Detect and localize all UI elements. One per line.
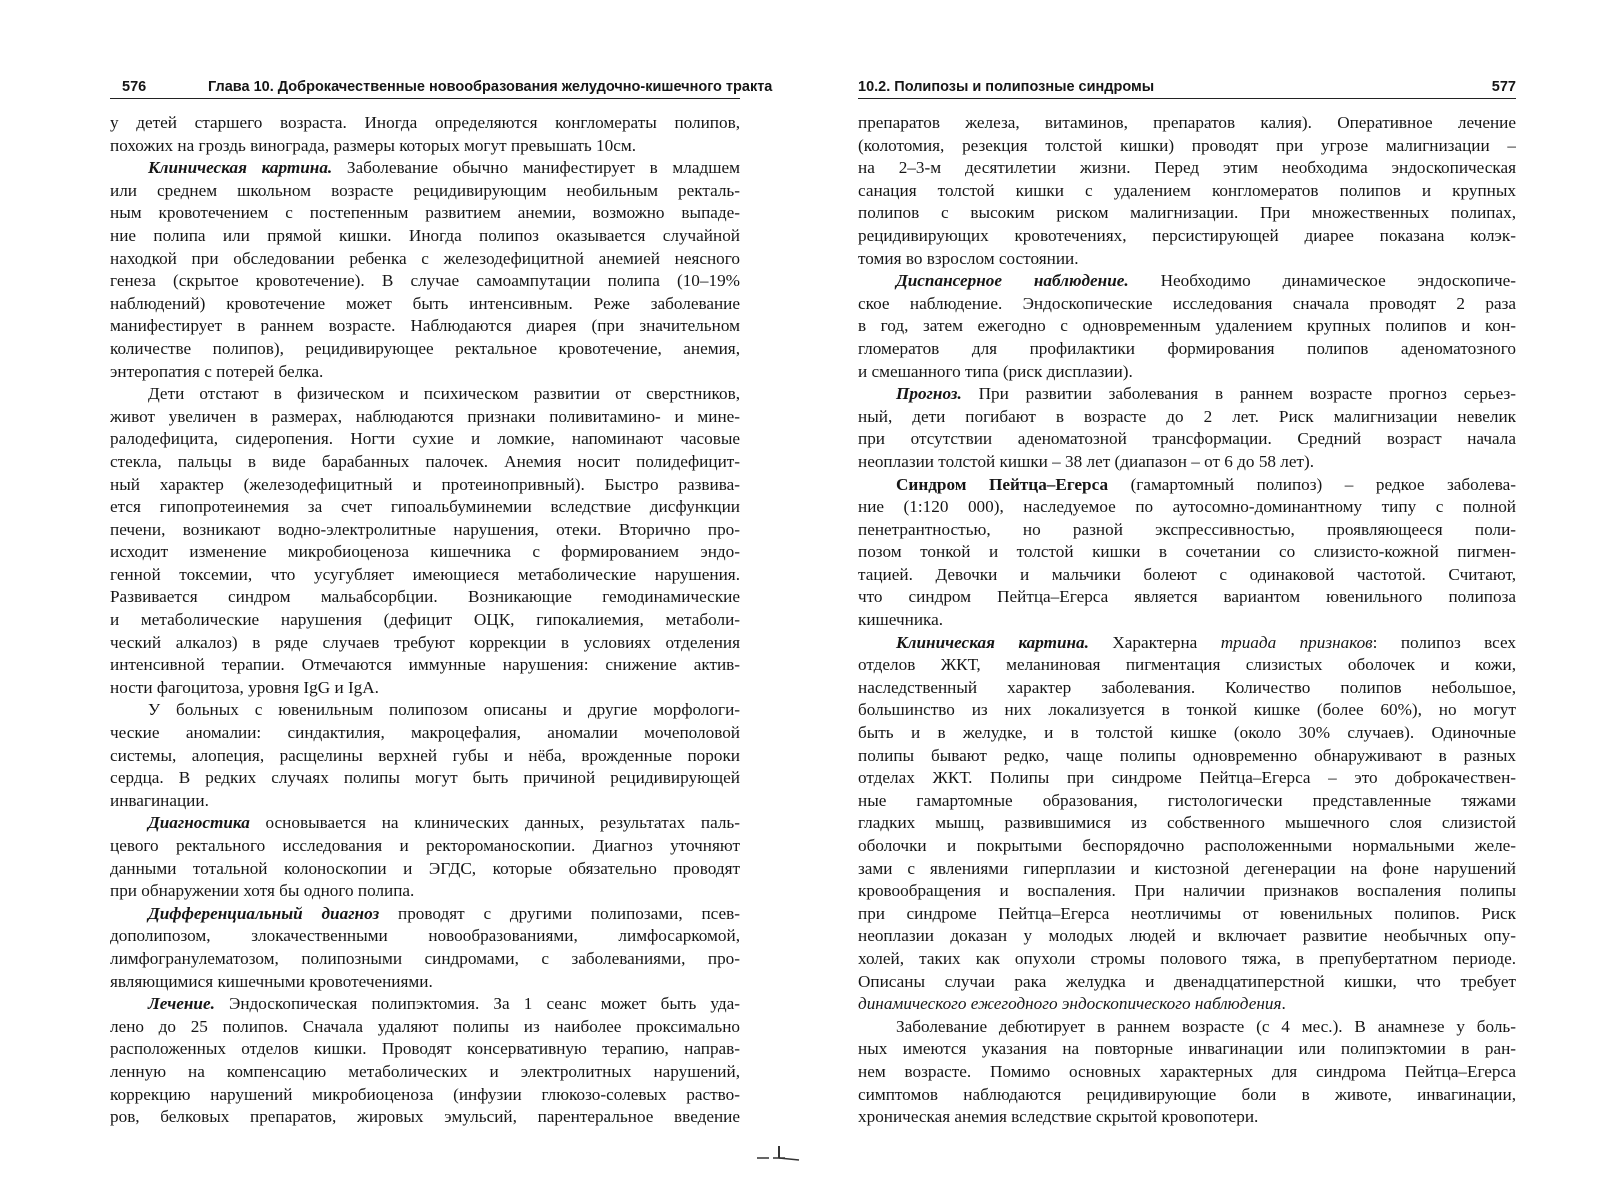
text-line <box>858 361 1516 384</box>
line-text: данными тотальной колоноскопии и ЭГДС, которые обязательно проводят <box>110 858 740 878</box>
text-line <box>858 248 1516 271</box>
text-line <box>110 270 740 293</box>
line-text: ралодефицита, сидеропения. Ногти сухие и ломкие, напоминают часовые <box>110 429 740 449</box>
line-text: При развитии заболевания в раннем возрасте прогноз серьез- <box>961 384 1516 404</box>
line-text: ческие аномалии: синдактилия, макроцефалия, аномалии мочеполовой <box>110 723 740 743</box>
line-text: похожих на гроздь винограда, размеры которых могут превышать 10см. <box>110 135 637 155</box>
line-text: наблюдений) кровотечение может быть интенсивным. Реже заболевание <box>110 293 740 313</box>
run-in-heading: Дифференциальный диагноз <box>148 903 380 923</box>
text-line <box>858 1016 1516 1039</box>
text-line <box>858 586 1516 609</box>
line-text: Необходимо динамическое эндоскопиче- <box>1128 271 1516 291</box>
line-text: Описаны случаи рака желудка и двенадцатиперстной кишки, что требует <box>858 971 1516 991</box>
line-text: ные гамартомные образования, гистологически представленные тяжами <box>858 790 1516 810</box>
text-line <box>858 496 1516 519</box>
text-line <box>858 338 1516 361</box>
text-line <box>858 609 1516 632</box>
text-line <box>858 474 1516 497</box>
line-text: сердца. В редких случаях полипы могут быть причиной рецидивирующей <box>110 768 740 788</box>
run-in-heading: Прогноз. <box>896 384 962 404</box>
line-text: наследственный характер заболевания. Количество полипов небольшое, <box>858 677 1516 697</box>
line-text: гломератов для профилактики формирования полипов аденоматозного <box>858 338 1516 358</box>
text-line <box>858 654 1516 677</box>
line-text: кровообращения и воспаления. При наличии признаков воспаления полипы <box>858 881 1516 901</box>
text-line <box>110 202 740 225</box>
line-text: хроническая анемия вследствие скрытой кровопотери. <box>858 1107 1259 1127</box>
line-text: полипов с высоким риском малигнизации. При множественных полипах, <box>858 203 1516 223</box>
emphasis-text: триада признаков <box>1220 632 1373 652</box>
line-text: ным кровотечением с постепенным развитием анемии, возможно выпаде- <box>110 203 740 223</box>
text-line <box>110 293 740 316</box>
text-line <box>110 722 740 745</box>
text-line <box>858 270 1516 293</box>
text-line <box>110 338 740 361</box>
gutter-scan-artifact <box>755 1142 805 1162</box>
line-text: генеза (скрытое кровотечение). В случае самоампутации полипа (10–19% <box>110 271 740 291</box>
line-text: лимфогранулематозом, полипозными синдромами, с заболеваниями, про- <box>110 948 740 968</box>
line-text: зами с явлениями гиперплазии и кистозной дегенерации на фоне нарушений <box>858 858 1516 878</box>
text-line <box>858 1038 1516 1061</box>
text-line <box>858 428 1516 451</box>
text-line <box>110 248 740 271</box>
text-line <box>110 835 740 858</box>
text-line <box>110 609 740 632</box>
text-line <box>858 315 1516 338</box>
text-line <box>110 880 740 903</box>
text-line <box>110 315 740 338</box>
text-line <box>110 451 740 474</box>
text-line <box>110 654 740 677</box>
text-line <box>110 948 740 971</box>
line-text: (гамартомный полипоз) – редкое заболева- <box>1108 474 1516 494</box>
line-text: расположенных отделов кишки. Проводят консервативную терапию, направ- <box>110 1039 740 1059</box>
line-text: позом тонкой и толстой кишки в сочетании со слизисто-кожной пигмен- <box>858 542 1516 562</box>
text-line <box>110 586 740 609</box>
text-line <box>110 361 740 384</box>
text-line <box>858 812 1516 835</box>
line-text: Заболевание обычно манифестирует в младшем <box>332 158 740 178</box>
text-line <box>110 790 740 813</box>
line-text: в год, затем ежегодно с одновременным удалением крупных полипов и кон- <box>858 316 1516 336</box>
run-in-heading: Клиническая картина. <box>896 632 1089 652</box>
text-line <box>858 790 1516 813</box>
text-line <box>858 1061 1516 1084</box>
line-text: большинство из них локализуется в тонкой кишке (более 60%), но могут <box>858 700 1516 720</box>
line-text: ный характер (железодефицитный и протеинопривный). Быстро развива- <box>110 474 740 494</box>
text-line <box>110 1038 740 1061</box>
line-text: Эндоскопическая полипэктомия. За 1 сеанс может быть уда- <box>214 994 740 1014</box>
line-text: санация толстой кишки с удалением конгломератов полипов и крупных <box>858 180 1516 200</box>
line-text: Заболевание дебютирует в раннем возрасте (с 4 мес.). В анамнезе у боль- <box>896 1016 1516 1036</box>
run-in-heading: Клиническая картина. <box>148 158 333 178</box>
text-line <box>858 1084 1516 1107</box>
line-text: неоплазии доказан у молодых людей и включает развитие необычных опу- <box>858 926 1516 946</box>
line-text: коррекцию нарушений микробиоценоза (инфузии глюкозо-солевых раство- <box>110 1084 740 1104</box>
line-text: пенетрантностью, но разной экспрессивностью, проявляющееся поли- <box>858 519 1516 539</box>
line-text: ности фагоцитоза, уровня IgG и IgA. <box>110 677 379 697</box>
line-text: у детей старшего возраста. Иногда определяются конгломераты полипов, <box>110 113 740 132</box>
text-line <box>858 541 1516 564</box>
text-line <box>110 135 740 158</box>
text-line <box>858 1106 1516 1129</box>
run-in-heading: Лечение. <box>148 994 215 1014</box>
text-line <box>858 971 1516 994</box>
text-line <box>110 383 740 406</box>
left-running-head <box>110 78 773 99</box>
text-line <box>110 1106 740 1129</box>
text-line <box>858 564 1516 587</box>
line-text: симптомов наблюдаются рецидивирующие боли в животе, инвагинации, <box>858 1084 1516 1104</box>
text-line <box>110 925 740 948</box>
text-line <box>110 1016 740 1039</box>
text-line <box>110 519 740 542</box>
line-text: находкой при обследовании ребенка с железодефицитной анемией неясного <box>110 248 740 268</box>
line-text: Дети отстают в физическом и психическом развитии от сверстников, <box>148 384 740 404</box>
text-line <box>110 225 740 248</box>
text-line <box>110 858 740 881</box>
text-line <box>858 112 1516 135</box>
line-text: при отсутствии аденоматозной трансформации. Средний возраст начала <box>858 429 1516 449</box>
line-text: отделах ЖКТ. Полипы при синдроме Пейтца–Егерса – это доброкачествен- <box>858 768 1516 788</box>
text-line <box>858 993 1516 1016</box>
text-line <box>858 157 1516 180</box>
text-line <box>110 1061 740 1084</box>
text-line <box>858 677 1516 700</box>
right-running-head <box>858 78 1516 99</box>
run-in-heading: Синдром Пейтца–Егерса <box>896 474 1109 494</box>
text-line <box>110 1084 740 1107</box>
text-line <box>110 157 740 180</box>
line-text: гладких мышц, развившимися из собственного мышечного слоя слизистой <box>858 813 1516 833</box>
text-line <box>110 812 740 835</box>
line-text: ров, белковых препаратов, жировых эмульсий, парентеральное введение <box>110 1107 740 1127</box>
line-text: при синдроме Пейтца–Егерса неотличимы от ювенильных полипов. Риск <box>858 903 1516 923</box>
text-line <box>858 699 1516 722</box>
run-in-heading: Диспансерное наблюдение. <box>896 271 1129 291</box>
text-line <box>858 835 1516 858</box>
line-text: полипы бывают редко, чаще полипы одновременно обнаруживают в разных <box>858 745 1516 765</box>
line-text: при обнаружении хотя бы одного полипа. <box>110 881 415 901</box>
line-text: печени, возникают водно-электролитные нарушения, отеки. Вторично про- <box>110 519 740 539</box>
line-text: : полипоз всех <box>1372 632 1516 652</box>
text-line <box>110 112 740 135</box>
text-line <box>110 406 740 429</box>
line-text: и смешанного типа (риск дисплазии). <box>858 361 1133 381</box>
text-line <box>110 564 740 587</box>
text-line <box>110 903 740 926</box>
line-text: что синдром Пейтца–Егерса является вариантом ювенильного полипоза <box>858 587 1516 607</box>
line-text: (колотомия, резекция толстой кишки) проводят при угрозе малигнизации – <box>858 135 1516 155</box>
line-text: неоплазии толстой кишки – 38 лет (диапазон – от 6 до 58 лет). <box>858 451 1315 471</box>
line-text: быть и в желудке, и в толстой кишке (около 30% случаев). Одиночные <box>858 723 1516 743</box>
left-page-text <box>110 112 740 1129</box>
text-line <box>110 474 740 497</box>
line-text: на 2–3-м десятилетии жизни. Перед этим необходима эндоскопическая <box>858 158 1516 178</box>
text-line <box>110 745 740 768</box>
text-line <box>858 858 1516 881</box>
line-text: отделов ЖКТ, меланиновая пигментация слизистых оболочек и кожи, <box>858 655 1516 675</box>
text-line <box>858 180 1516 203</box>
text-line <box>110 428 740 451</box>
text-line <box>858 925 1516 948</box>
line-text: или среднем школьном возрасте рецидивирующим необильным ректаль- <box>110 180 740 200</box>
line-text: ленную на компенсацию метаболических и электролитных нарушений, <box>110 1061 740 1081</box>
line-text: ческий алкалоз) в ряде случаев требуют коррекции в условиях отделения <box>110 632 740 652</box>
line-text: являющимися кишечными кровотечениями. <box>110 971 433 991</box>
run-in-heading: Диагностика <box>148 813 250 833</box>
line-text: ское наблюдение. Эндоскопические исследования сначала проводят 2 раза <box>858 293 1516 313</box>
line-text: ется гипопротеинемия за счет гипоальбуминемии вследствие дисфункции <box>110 497 740 517</box>
text-line <box>858 383 1516 406</box>
text-line <box>110 496 740 519</box>
text-line <box>110 971 740 994</box>
line-text: и метаболические нарушения (дефицит ОЦК, гипокалиемия, метаболи- <box>110 610 740 630</box>
line-text: . <box>1281 994 1286 1014</box>
line-text: ние полипа или прямой кишки. Иногда полипоз оказывается случайной <box>110 225 740 245</box>
text-line <box>858 903 1516 926</box>
text-line <box>110 699 740 722</box>
text-line <box>110 677 740 700</box>
text-line <box>858 722 1516 745</box>
chapter-title: Глава 10. Доброкачественные новообразования желудочно-кишечного тракта <box>208 79 773 95</box>
text-line <box>858 880 1516 903</box>
line-text: холей, таких как опухоли стромы полового тяжа, в препубертатном периоде. <box>858 948 1516 968</box>
line-text: генной токсемии, что усугубляет имеющиеся метаболические нарушения. <box>110 564 740 584</box>
text-line <box>110 993 740 1016</box>
line-text: основывается на клинических данных, результатах паль- <box>249 813 740 833</box>
line-text: исходит изменение микробиоценоза кишечника с формированием эндо- <box>110 542 740 562</box>
section-title: 10.2. Полипозы и полипозные синдромы <box>858 79 1155 95</box>
line-text: дополипозом, злокачественными новообразованиями, лимфосаркомой, <box>110 926 740 946</box>
line-text: инвагинации. <box>110 790 209 810</box>
line-text: препаратов железа, витаминов, препаратов калия). Оперативное лечение <box>858 113 1516 132</box>
line-text: томия во взрослом состоянии. <box>858 248 1079 268</box>
line-text: манифестирует в раннем возрасте. Наблюдаются диарея (при значительном <box>110 316 740 336</box>
text-line <box>858 406 1516 429</box>
line-text: оболочки и покрытыми беспорядочно расположенными нормальными желе- <box>858 836 1516 855</box>
page-number-left: 576 <box>122 79 147 95</box>
line-text: цевого ректального исследования и ректороманоскопии. Диагноз уточняют <box>110 836 740 855</box>
text-line <box>110 632 740 655</box>
line-text: лено до 25 полипов. Сначала удаляют полипы из наиболее проксимально <box>110 1016 740 1036</box>
line-text: кишечника. <box>858 610 944 630</box>
text-line <box>858 745 1516 768</box>
line-text: ных имеются указания на повторные инвагинации или полипэктомии в ран- <box>858 1039 1516 1059</box>
line-text: рецидивирующих кровотечениях, персистирующей диарее показана колэк- <box>858 225 1516 245</box>
text-line <box>858 767 1516 790</box>
emphasis-text: динамического ежегодного эндоскопического наблюдения <box>858 994 1282 1014</box>
line-text: тацией. Девочки и мальчики болеют с одинаковой частотой. Считают, <box>858 564 1516 584</box>
line-text: Характерна <box>1088 632 1221 652</box>
text-line <box>110 767 740 790</box>
line-text: интенсивной терапии. Отмечаются иммунные нарушения: снижение актив- <box>110 655 740 675</box>
line-text: стекла, пальцы в виде барабанных палочек. Анемия носит полидефицит- <box>110 451 740 471</box>
line-text: живот увеличен в размерах, наблюдаются признаки поливитамино- и мине- <box>110 406 740 426</box>
text-line <box>858 519 1516 542</box>
line-text: энтеропатия с потерей белка. <box>110 361 324 381</box>
right-page-text <box>858 112 1516 1129</box>
line-text: проводят с другими полипозами, псев- <box>379 903 740 923</box>
text-line <box>858 293 1516 316</box>
page-number-right: 577 <box>1491 79 1516 95</box>
line-text: Развивается синдром мальабсорбции. Возникающие гемодинамические <box>110 587 740 607</box>
text-line <box>858 202 1516 225</box>
line-text: У больных с ювенильным полипозом описаны и другие морфологи- <box>148 700 740 720</box>
text-line <box>858 451 1516 474</box>
text-line <box>858 135 1516 158</box>
text-line <box>858 948 1516 971</box>
line-text: ный, дети погибают в возрасте до 2 лет. Риск малигнизации невелик <box>858 406 1516 426</box>
text-line <box>110 180 740 203</box>
line-text: системы, алопеция, расщелины верхней губы и нёба, врожденные пороки <box>110 745 740 765</box>
text-line <box>858 225 1516 248</box>
line-text: количестве полипов), рецидивирующее ректальное кровотечение, анемия, <box>110 338 740 358</box>
line-text: ние (1:120 000), наследуемое по аутосомно-доминантному типу с полной <box>858 497 1516 517</box>
text-line <box>110 541 740 564</box>
line-text: нем возрасте. Помимо основных характерных для синдрома Пейтца–Егерса <box>858 1061 1516 1081</box>
text-line <box>858 632 1516 655</box>
